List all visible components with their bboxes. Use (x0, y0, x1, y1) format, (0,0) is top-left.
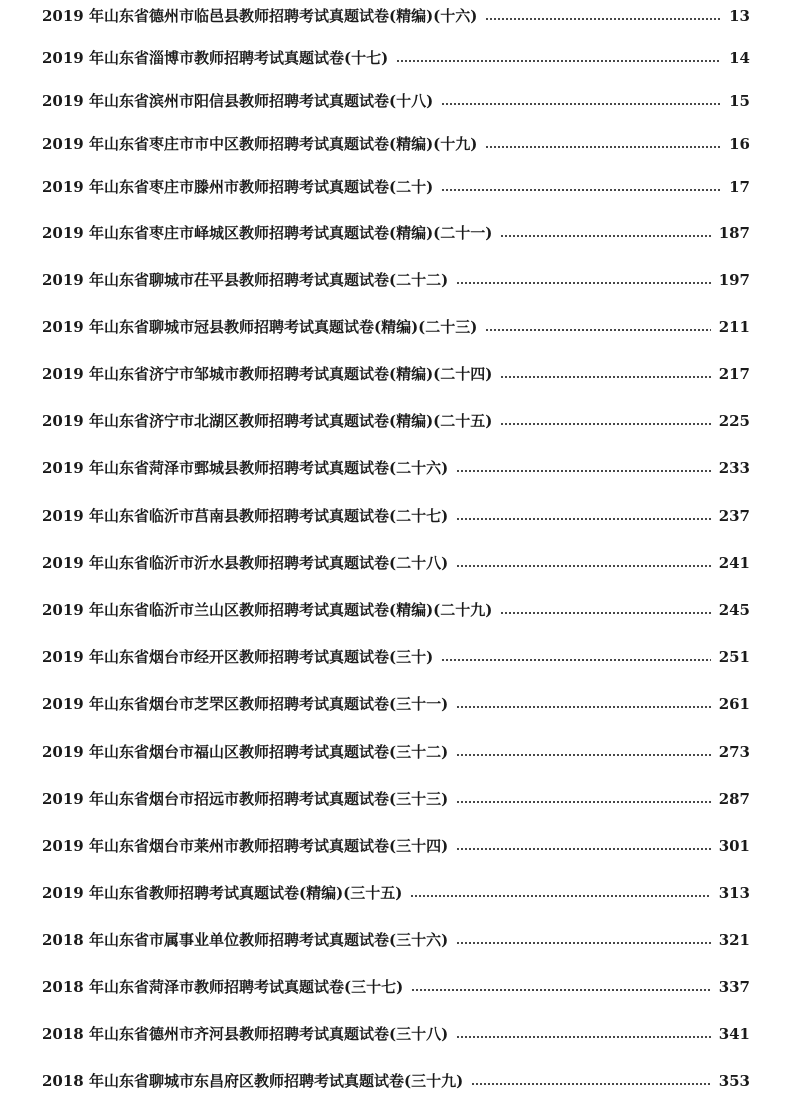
dot-leader (485, 329, 710, 331)
toc-entry-page: 287 (718, 790, 750, 808)
toc-entry-title: 2019 年山东省烟台市福山区教师招聘考试真题试卷(三十二) (42, 743, 449, 761)
toc-entry-page: 16 (729, 135, 750, 153)
toc-entry-title: 2019 年山东省临沂市莒南县教师招聘考试真题试卷(二十七) (42, 507, 449, 525)
dot-leader (500, 235, 710, 237)
toc-entry[interactable] (42, 1069, 750, 1093)
toc-entry-page: 251 (718, 648, 750, 666)
toc-entry-page: 233 (718, 459, 750, 477)
toc-entry[interactable] (42, 975, 750, 999)
toc-entry-page: 225 (718, 412, 750, 430)
toc-entry-page: 13 (729, 7, 750, 25)
toc-entry-title: 2019 年山东省枣庄市峄城区教师招聘考试真题试卷(精编)(二十一) (42, 224, 493, 242)
dot-leader (471, 1083, 711, 1085)
toc-entry-title: 2019 年山东省菏泽市鄄城县教师招聘考试真题试卷(二十六) (42, 459, 449, 477)
toc-entry-title: 2019 年山东省烟台市招远市教师招聘考试真题试卷(三十三) (42, 790, 449, 808)
dot-leader (456, 565, 711, 567)
dot-leader (500, 612, 710, 614)
toc-entry[interactable] (42, 456, 750, 480)
dot-leader (441, 103, 721, 105)
toc-entry-page: 241 (718, 554, 750, 572)
dot-leader (456, 470, 711, 472)
toc-entry-page: 261 (718, 695, 750, 713)
toc-entry-title: 2019 年山东省聊城市冠县教师招聘考试真题试卷(精编)(二十三) (42, 318, 478, 336)
dot-leader (456, 518, 711, 520)
toc-entry-page: 313 (718, 884, 750, 902)
toc-entry[interactable] (42, 645, 750, 669)
dot-leader (456, 848, 711, 850)
toc-entry-title: 2019 年山东省烟台市经开区教师招聘考试真题试卷(三十) (42, 648, 434, 666)
dot-leader (500, 376, 710, 378)
toc-entry[interactable] (42, 221, 750, 245)
toc-entry[interactable] (42, 4, 750, 28)
toc-entry-page: 353 (718, 1072, 750, 1090)
toc-entry-page: 301 (718, 837, 750, 855)
dot-leader (441, 189, 721, 191)
toc-entry-page: 197 (718, 271, 750, 289)
toc-entry[interactable] (42, 1022, 750, 1046)
toc-entry[interactable] (42, 175, 750, 199)
toc-entry-page: 237 (718, 507, 750, 525)
toc-entry-title: 2019 年山东省临沂市兰山区教师招聘考试真题试卷(精编)(二十九) (42, 601, 493, 619)
toc-entry-page: 17 (729, 178, 750, 196)
dot-leader (456, 1036, 711, 1038)
toc-entry[interactable] (42, 504, 750, 528)
toc-entry[interactable] (42, 362, 750, 386)
dot-leader (485, 18, 721, 20)
toc-entry-title: 2019 年山东省济宁市北湖区教师招聘考试真题试卷(精编)(二十五) (42, 412, 493, 430)
toc-entry-title: 2018 年山东省菏泽市教师招聘考试真题试卷(三十七) (42, 978, 404, 996)
dot-leader (456, 754, 711, 756)
toc-entry[interactable] (42, 834, 750, 858)
toc-entry-page: 217 (718, 365, 750, 383)
toc-entry-title: 2019 年山东省枣庄市市中区教师招聘考试真题试卷(精编)(十九) (42, 135, 478, 153)
toc-entry-title: 2018 年山东省市属事业单位教师招聘考试真题试卷(三十六) (42, 931, 449, 949)
dot-leader (410, 895, 710, 897)
dot-leader (456, 942, 711, 944)
dot-leader (456, 801, 711, 803)
toc-entry-title: 2019 年山东省济宁市邹城市教师招聘考试真题试卷(精编)(二十四) (42, 365, 493, 383)
dot-leader (441, 659, 711, 661)
toc-entry-title: 2018 年山东省德州市齐河县教师招聘考试真题试卷(三十八) (42, 1025, 449, 1043)
toc-entry-title: 2019 年山东省德州市临邑县教师招聘考试真题试卷(精编)(十六) (42, 7, 478, 25)
dot-leader (500, 423, 710, 425)
toc-entry-title: 2019 年山东省临沂市沂水县教师招聘考试真题试卷(二十八) (42, 554, 449, 572)
toc-entry-title: 2019 年山东省教师招聘考试真题试卷(精编)(三十五) (42, 884, 403, 902)
toc-entry[interactable] (42, 598, 750, 622)
toc-entry-page: 211 (718, 318, 750, 336)
toc-entry-page: 14 (729, 49, 750, 67)
toc-entry[interactable] (42, 928, 750, 952)
toc-entry-title: 2019 年山东省滨州市阳信县教师招聘考试真题试卷(十八) (42, 92, 434, 110)
toc-entry[interactable] (42, 268, 750, 292)
toc-entry-page: 337 (718, 978, 750, 996)
toc-entry[interactable] (42, 132, 750, 156)
toc-entry[interactable] (42, 692, 750, 716)
toc-entry-title: 2019 年山东省烟台市莱州市教师招聘考试真题试卷(三十四) (42, 837, 449, 855)
toc-entry-page: 187 (718, 224, 750, 242)
toc-entry-page: 245 (718, 601, 750, 619)
toc-entry-title: 2019 年山东省枣庄市滕州市教师招聘考试真题试卷(二十) (42, 178, 434, 196)
dot-leader (411, 989, 711, 991)
toc-entry[interactable] (42, 409, 750, 433)
dot-leader (456, 282, 711, 284)
toc-entry-page: 341 (718, 1025, 750, 1043)
toc-entry-title: 2019 年山东省烟台市芝罘区教师招聘考试真题试卷(三十一) (42, 695, 449, 713)
toc-entry-page: 15 (729, 92, 750, 110)
toc-entry[interactable] (42, 881, 750, 905)
toc-entry-title: 2019 年山东省淄博市教师招聘考试真题试卷(十七) (42, 49, 389, 67)
dot-leader (485, 146, 721, 148)
toc-entry-title: 2019 年山东省聊城市茌平县教师招聘考试真题试卷(二十二) (42, 271, 449, 289)
dot-leader (456, 706, 711, 708)
toc-entry-title: 2018 年山东省聊城市东昌府区教师招聘考试真题试卷(三十九) (42, 1072, 464, 1090)
toc-entry-page: 321 (718, 931, 750, 949)
toc-entry[interactable] (42, 315, 750, 339)
toc-entry[interactable] (42, 46, 750, 70)
toc-entry[interactable] (42, 551, 750, 575)
toc-entry[interactable] (42, 89, 750, 113)
toc-entry[interactable] (42, 787, 750, 811)
toc-entry-page: 273 (718, 743, 750, 761)
toc-entry[interactable] (42, 740, 750, 764)
dot-leader (396, 60, 721, 62)
